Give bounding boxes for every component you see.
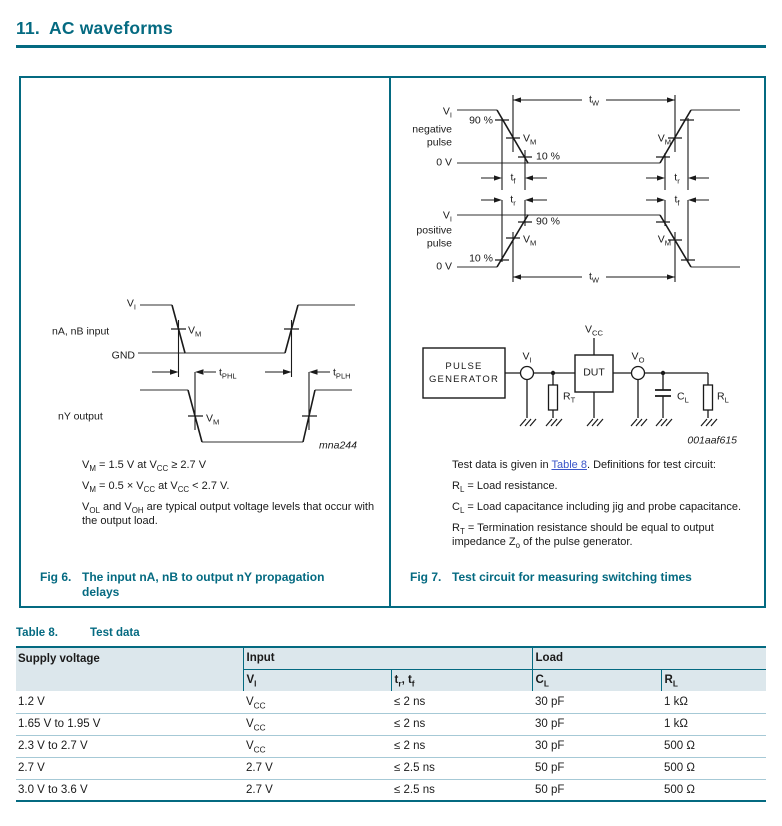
fig6-output-label: nY output [58,410,103,423]
table-cell: 1 kΩ [661,691,766,713]
note-line: $R_L$ = Load resistance. [452,480,558,495]
page-title: AC waveforms [49,18,173,38]
fig6-vm-label: $V_M$ [188,324,202,339]
table8-body [16,691,766,801]
fig7-caption-text: Test circuit for measuring switching times [452,570,692,584]
fig7-positive-label: pulse [426,237,452,250]
fig7-vi-label: $V_I$ [442,209,452,224]
section-heading [16,18,173,39]
column-header-cl: $C_L$ [532,669,661,691]
fig6-input-waveform [138,305,355,381]
fig6-output-waveform [140,372,352,442]
table-cell: 2.7 V [243,779,391,801]
fig7-caption-number: Fig 7. [410,570,442,584]
fig7-tr-label: $t_r$ [674,171,680,186]
table-cell: $V_{CC}$ [243,713,391,735]
fig7-positive-label: positive [416,224,452,237]
figure-panels [19,76,766,608]
column-header-empty [16,669,243,691]
circuit-vo-label: $V_O$ [631,350,645,365]
table-cell: 30 pF [532,691,661,713]
note-line: $V_M = 0.5 \times V_{CC}$ at $V_{CC} < 2.7$ V. [82,480,230,495]
table8-title [16,627,140,639]
fig7-vm-label: $V_M$ [657,233,671,248]
note-line: $V_M = 1.5$ V at $V_{CC} \ge 2.7$ V [82,459,207,474]
column-header-vi: $V_I$ [243,669,391,691]
table-cell: 30 pF [532,713,661,735]
fig6-tplh-label: $t_{PLH}$ [333,366,351,381]
table-cell: ≤ 2.5 ns [391,757,532,779]
column-header-trtf: $t_r$, $t_f$ [391,669,532,691]
fig7-10pct-label: 10 % [536,150,560,163]
fig7-90pct-label: 90 % [536,215,560,228]
table-cell: 2.7 V [243,757,391,779]
fig7-vm-label: $V_M$ [657,132,671,147]
table-cell: ≤ 2 ns [391,713,532,735]
note-line: $V_{OL}$ and $V_{OH}$ are typical output voltage levels that occur with the output load. [82,501,375,527]
table-cell: $V_{CC}$ [243,735,391,757]
table-cell: 2.3 V to 2.7 V [16,735,243,757]
table-row [16,691,766,713]
fig7-positive-pulse [457,193,740,285]
fig7-negative-label: negative [412,123,452,136]
table-cell: 3.0 V to 3.6 V [16,779,243,801]
circuit-vi-label: $V_I$ [522,350,532,365]
note-text: . Definitions for test circuit: [586,459,716,471]
fig7-tr-label: $t_r$ [510,193,516,208]
fig7-10pct-label: 10 % [469,252,493,265]
table8-link[interactable]: Table 8 [551,459,587,471]
column-header-load: Load [532,647,766,669]
circuit-rl-label: $R_L$ [717,390,729,405]
circuit-vcc-label: $V_{CC}$ [585,323,603,338]
column-header-rl: $R_L$ [661,669,766,691]
table-cell: 50 pF [532,779,661,801]
fig6-gnd-label: GND [111,349,135,362]
fig6-drawing-code: mna244 [319,439,357,452]
fig6-notes [82,458,382,535]
section-number: 11. [16,18,40,38]
column-header-input: Input [243,647,532,669]
fig6-vm-label: $V_M$ [206,412,220,427]
figure-panel-divider [389,78,391,606]
circuit-cl-label: $C_L$ [677,390,689,405]
table-cell: 500 Ω [661,779,766,801]
fig7-notes [452,458,758,556]
fig7-negative-label: pulse [426,136,452,149]
table8-header [16,647,766,691]
dut-box-label: DUT [583,366,605,379]
table-cell: $V_{CC}$ [243,691,391,713]
table-cell: 30 pF [532,735,661,757]
fig7-vm-label: $V_M$ [523,233,537,248]
fig7-negative-pulse [457,95,740,190]
note-line: $C_L$ = Load capacitance including jig and probe capacitance. [452,501,742,516]
fig7-zero-v-label: 0 V [436,156,452,169]
fig7-drawing-code: 001aaf615 [687,434,737,447]
note-line: $R_T$ = Termination resistance should be equal to output impedance $Z_o$ of the pulse generator. [452,522,714,551]
column-header-supply-voltage: Supply voltage [16,647,243,669]
table8-title-number: Table 8. [16,627,58,639]
section-rule [16,45,766,48]
fig7-tw-label: $t_W$ [588,93,600,108]
table8-title-text: Test data [90,627,140,639]
circuit-rt-label: $R_T$ [563,390,576,405]
note-text: Test data is given in [452,459,552,471]
fig7-zero-v-label: 0 V [436,260,452,273]
table-row [16,757,766,779]
fig7-tf-label: $t_f$ [510,171,516,186]
table-row [16,713,766,735]
fig6-caption-text: The input nA, nB to output nY propagation delays [82,570,325,599]
table-cell: 1.2 V [16,691,243,713]
fig6-input-label: nA, nB input [52,325,110,338]
table-cell: ≤ 2 ns [391,691,532,713]
fig7-vi-label: $V_I$ [442,105,452,120]
fig7-tf-label: $t_f$ [674,193,680,208]
table-cell: 2.7 V [16,757,243,779]
fig7-tw-label: $t_W$ [588,270,600,285]
fig7-vm-label: $V_M$ [523,132,537,147]
fig6-vi-label: $V_I$ [126,297,136,312]
table8 [16,646,766,802]
table-cell: 50 pF [532,757,661,779]
table-cell: ≤ 2.5 ns [391,779,532,801]
pulse-generator-box: PULSE GENERATOR [428,361,500,385]
fig7-90pct-label: 90 % [469,114,493,127]
table-row [16,779,766,801]
table-cell: 1 kΩ [661,713,766,735]
table-cell: ≤ 2 ns [391,735,532,757]
table-cell: 500 Ω [661,735,766,757]
fig6-tphl-label: $t_{PHL}$ [219,366,237,381]
table-cell: 500 Ω [661,757,766,779]
table-cell: 1.65 V to 1.95 V [16,713,243,735]
fig6-caption-number: Fig 6. [40,570,72,584]
note-line [452,458,758,472]
table-row [16,735,766,757]
